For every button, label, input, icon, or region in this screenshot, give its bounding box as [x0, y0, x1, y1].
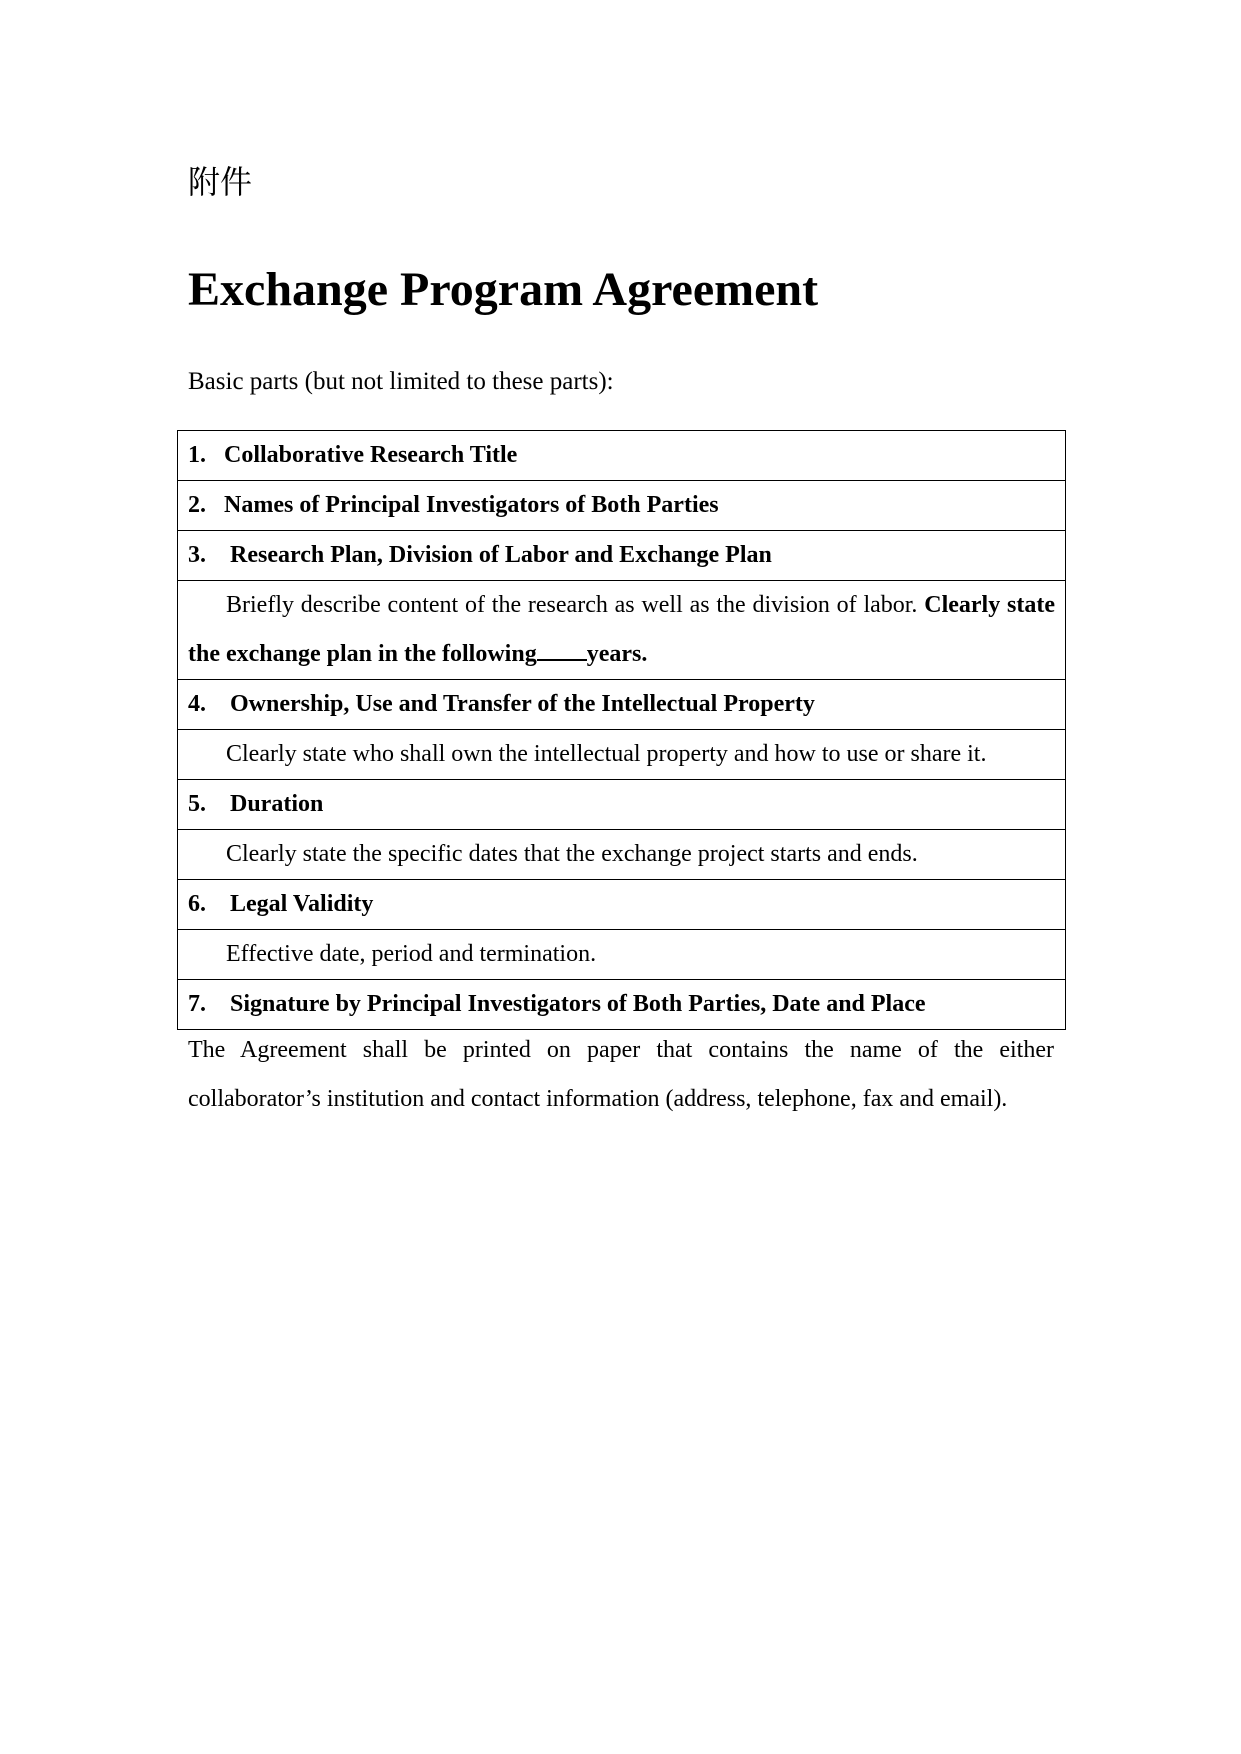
- table-row-description-5: [178, 830, 1066, 880]
- table-cell: [178, 880, 1066, 930]
- item-description-emphasis: Clearly state the exchange plan in the following: [188, 592, 1056, 667]
- table-cell: [178, 481, 1066, 531]
- table-row-heading-5: [178, 780, 1066, 830]
- item-number: 2.: [188, 492, 206, 518]
- table-row-heading-6: [178, 880, 1066, 930]
- table-row-heading-7: [178, 980, 1066, 1030]
- item-description-emphasis-end: years.: [586, 641, 648, 667]
- table-row-description-4: [178, 730, 1066, 780]
- item-heading: Duration: [230, 791, 324, 817]
- item-heading: Ownership, Use and Transfer of the Intellectual Property: [230, 691, 815, 717]
- basic-parts-table: [177, 430, 1066, 1030]
- item-heading: Collaborative Research Title: [224, 442, 518, 468]
- item-heading: Signature by Principal Investigators of Both Parties, Date and Place: [230, 991, 926, 1017]
- item-description: Effective date, period and termination.: [226, 941, 597, 967]
- table-cell: [178, 531, 1066, 581]
- item-number: 6.: [188, 891, 206, 917]
- table-cell: [178, 680, 1066, 730]
- attachment-label: 附件: [188, 163, 253, 201]
- item-number: 5.: [188, 791, 206, 817]
- table-row-heading-3: [178, 531, 1066, 581]
- item-description: Briefly describe content of the research as well as the division of labor.: [226, 592, 918, 618]
- table-cell: [178, 930, 1066, 980]
- table-cell: [178, 980, 1066, 1030]
- item-heading: Research Plan, Division of Labor and Exchange Plan: [230, 542, 772, 568]
- table-cell: [178, 581, 1066, 680]
- item-number: 1.: [188, 442, 206, 468]
- years-blank-line: [537, 637, 587, 661]
- item-description: Clearly state who shall own the intellectual property and how to use or share it.: [226, 741, 987, 767]
- table-row-description-3: [178, 581, 1066, 680]
- table-row-heading-4: [178, 680, 1066, 730]
- item-heading: Names of Principal Investigators of Both Parties: [224, 492, 719, 518]
- table-cell: [178, 730, 1066, 780]
- item-number: 4.: [188, 691, 206, 717]
- item-number: 3.: [188, 542, 206, 568]
- document-title: Exchange Program Agreement: [188, 263, 819, 316]
- intro-text: Basic parts (but not limited to these parts):: [188, 368, 614, 395]
- table-row-description-6: [178, 930, 1066, 980]
- table-cell: [178, 431, 1066, 481]
- table-cell: [178, 830, 1066, 880]
- item-description: Clearly state the specific dates that the exchange project starts and ends.: [226, 841, 918, 867]
- table-row-heading-1: [178, 431, 1066, 481]
- closing-paragraph: The Agreement shall be printed on paper that contains the name of the either collaborator’s institution and contact information (address, telephone, fax and email).: [188, 1037, 1054, 1112]
- item-heading: Legal Validity: [230, 891, 374, 917]
- table-cell: [178, 780, 1066, 830]
- table-row-heading-2: [178, 481, 1066, 531]
- item-number: 7.: [188, 991, 206, 1017]
